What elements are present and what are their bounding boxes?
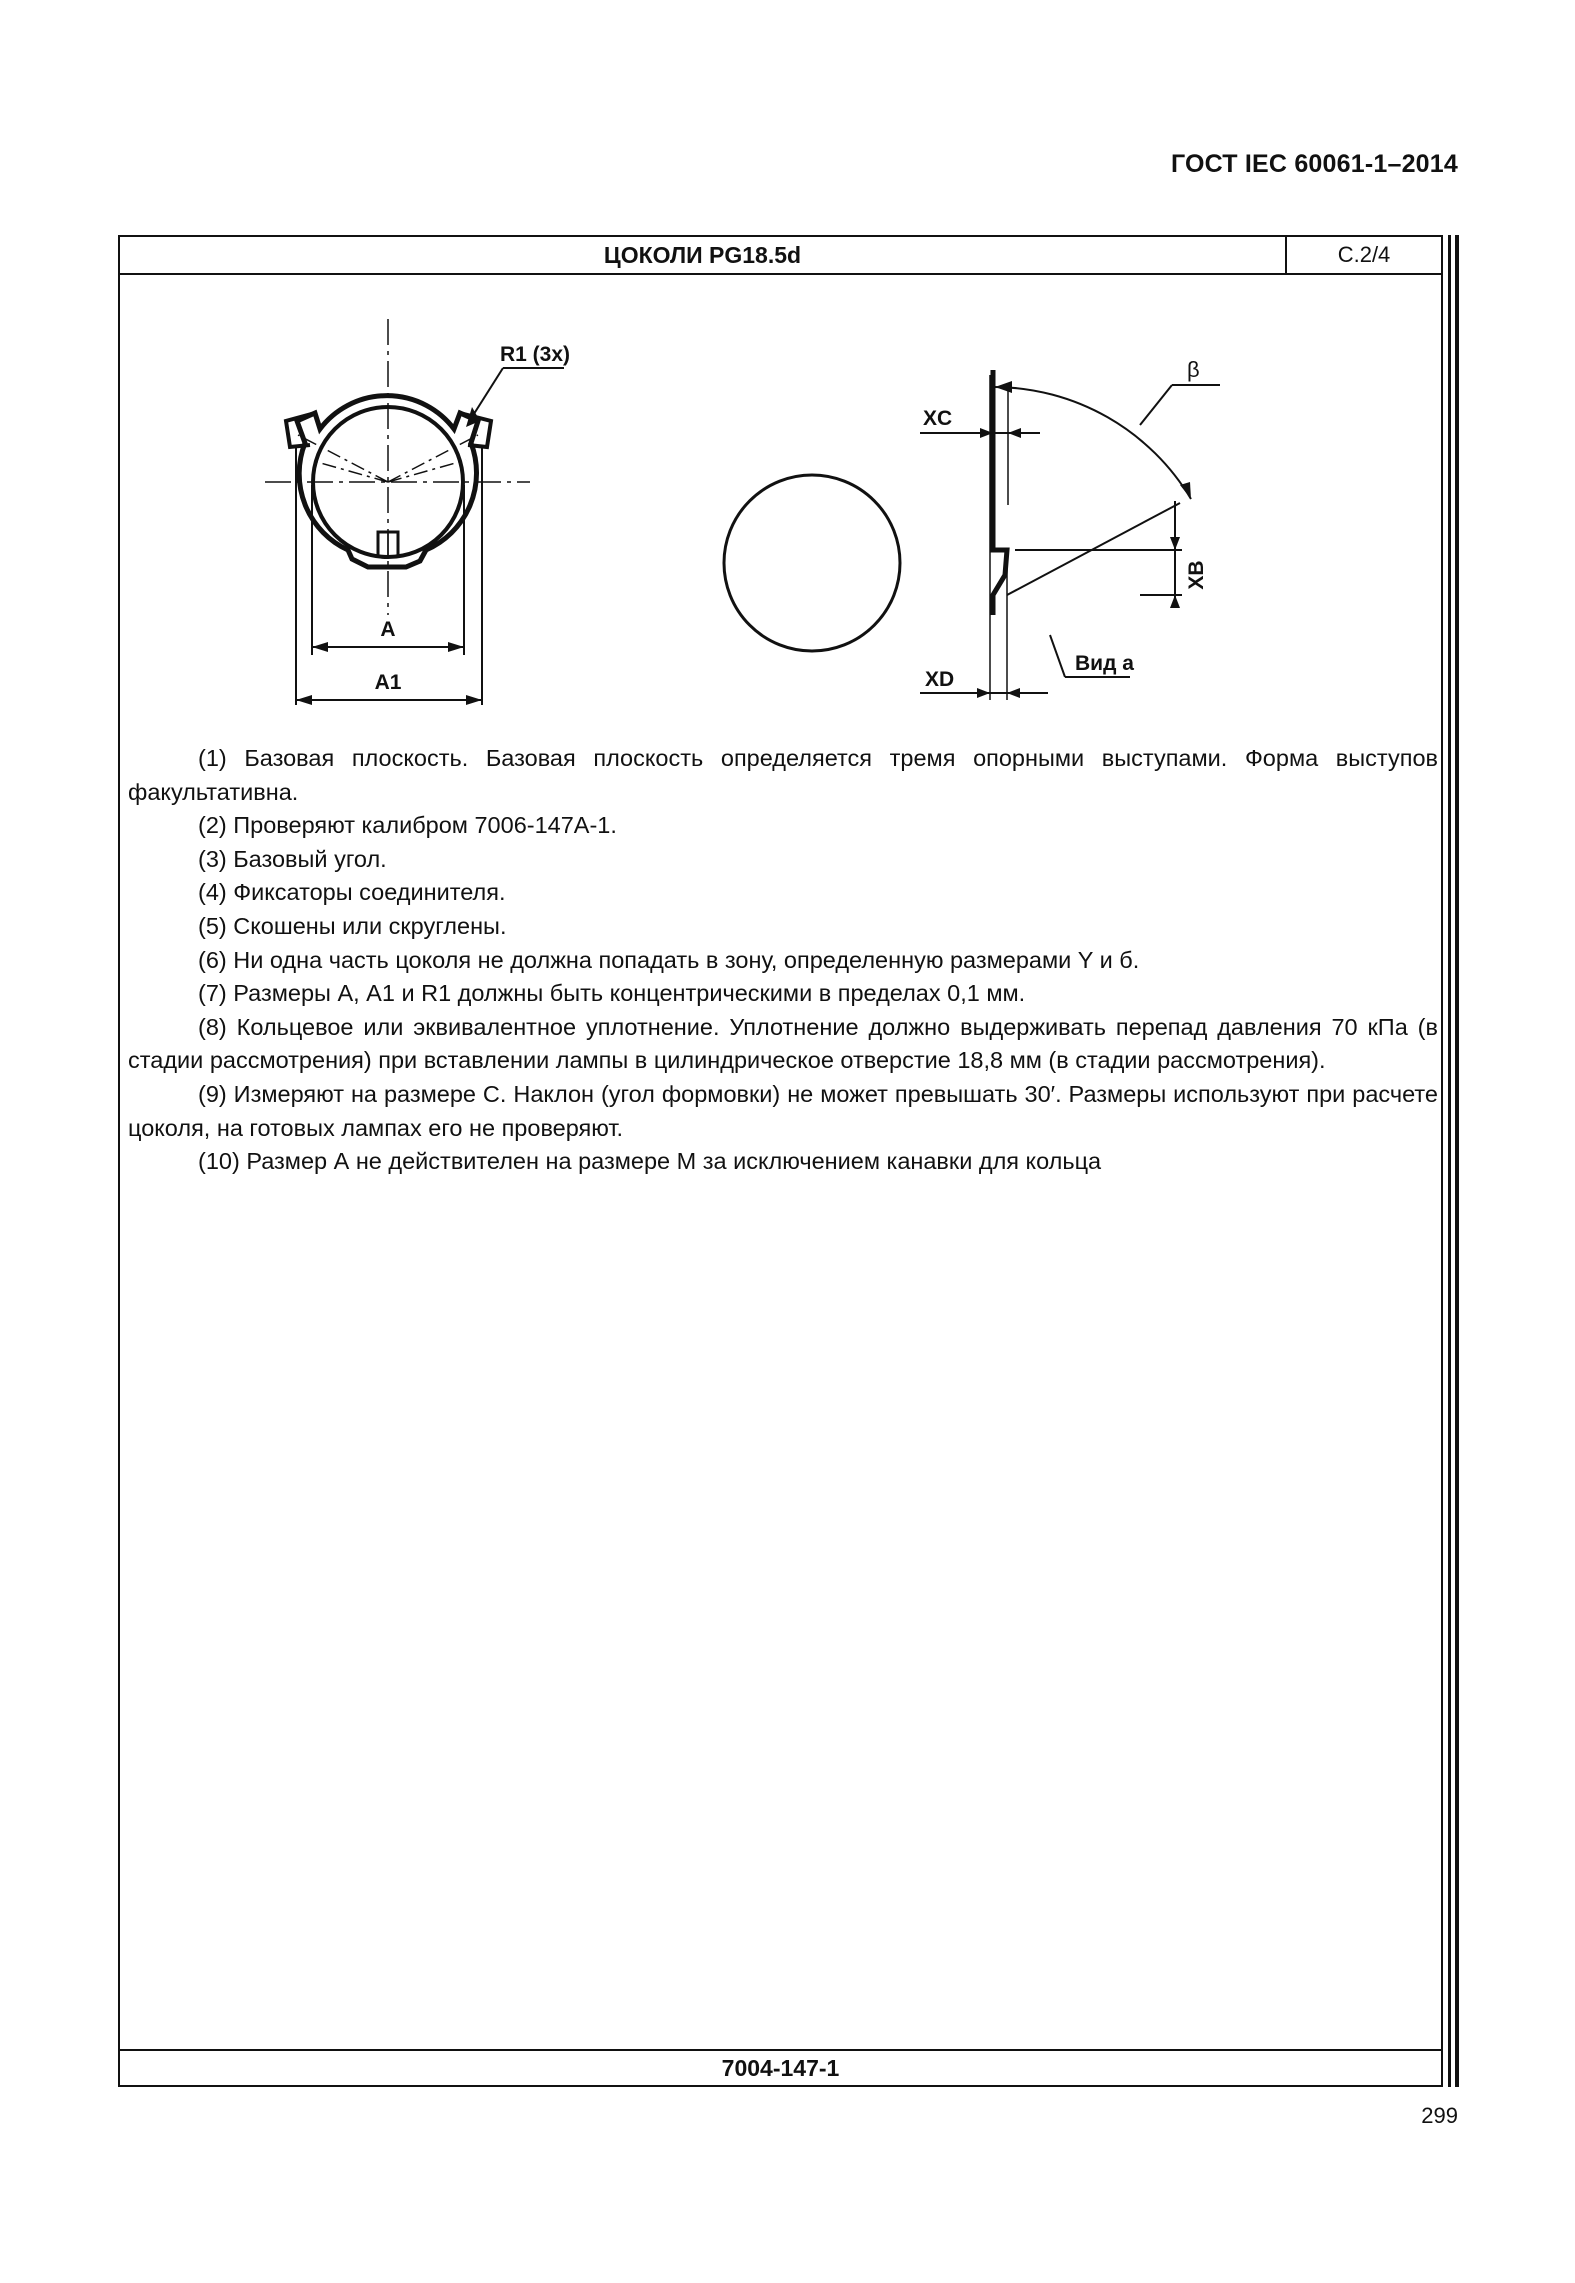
note-5: (5) Скошены или скруглены. [198, 912, 507, 939]
label-xc: XC [923, 407, 953, 430]
note-3: (3) Базовый угол. [198, 845, 387, 872]
label-beta: β [1187, 357, 1200, 382]
label-xb: XB [1185, 560, 1208, 590]
label-r1: R1 (3x) [500, 343, 571, 366]
note-6: (6) Ни одна часть цоколя не должна попадать в зону, определенную размерами Y и б. [198, 946, 1140, 973]
frame-border-line-thick [1455, 235, 1459, 2087]
label-xd: XD [925, 668, 955, 691]
label-view-a: Вид а [1075, 652, 1134, 675]
sheet-title: ЦОКОЛИ PG18.5d [120, 237, 1287, 273]
sheet-number: С.2/4 [1337, 242, 1391, 267]
note-9: (9) Измеряют на размере С. Наклон (угол формовки) не может превышать 30′. Размеры используют при расчете цоколя, на готовых лампах его не проверяют. [128, 1080, 1438, 1141]
document-code: ГОСТ IEC 60061-1–2014 [1170, 150, 1458, 178]
note-1: (1) Базовая плоскость. Базовая плоскость определяется тремя опорными выступами. Форма выступов факультативна. [128, 745, 1438, 805]
note-8: (8) Кольцевое или эквивалентное уплотнение. Уплотнение должно выдерживать перепад давления 70 кПа (в стадии рассмотрения) при вставлении лампы в цилиндрическое отверстие 18,8 мм (в стадии рассмотрения). [128, 1013, 1438, 1074]
note-2: (2) Проверяют калибром 7006-147А-1. [198, 812, 617, 839]
title-row [120, 237, 1441, 275]
footer-code: 7004-147-1 [120, 2049, 1441, 2085]
drawing-frame [118, 235, 1443, 2087]
notes-list [128, 742, 1438, 1179]
label-a1: A1 [374, 671, 402, 694]
view-a-detail [724, 370, 1220, 700]
page-number: 299 [1421, 2103, 1458, 2128]
label-a: A [380, 618, 396, 641]
note-7: (7) Размеры А, А1 и R1 должны быть концентрическими в пределах 0,1 мм. [198, 980, 1026, 1007]
frame-border-line [1448, 235, 1451, 2087]
note-10: (10) Размер А не действителен на размере М за исключением канавки для кольца [198, 1148, 1102, 1175]
cap-top-view [265, 319, 564, 705]
note-4: (4) Фиксаторы соединителя. [198, 879, 506, 906]
